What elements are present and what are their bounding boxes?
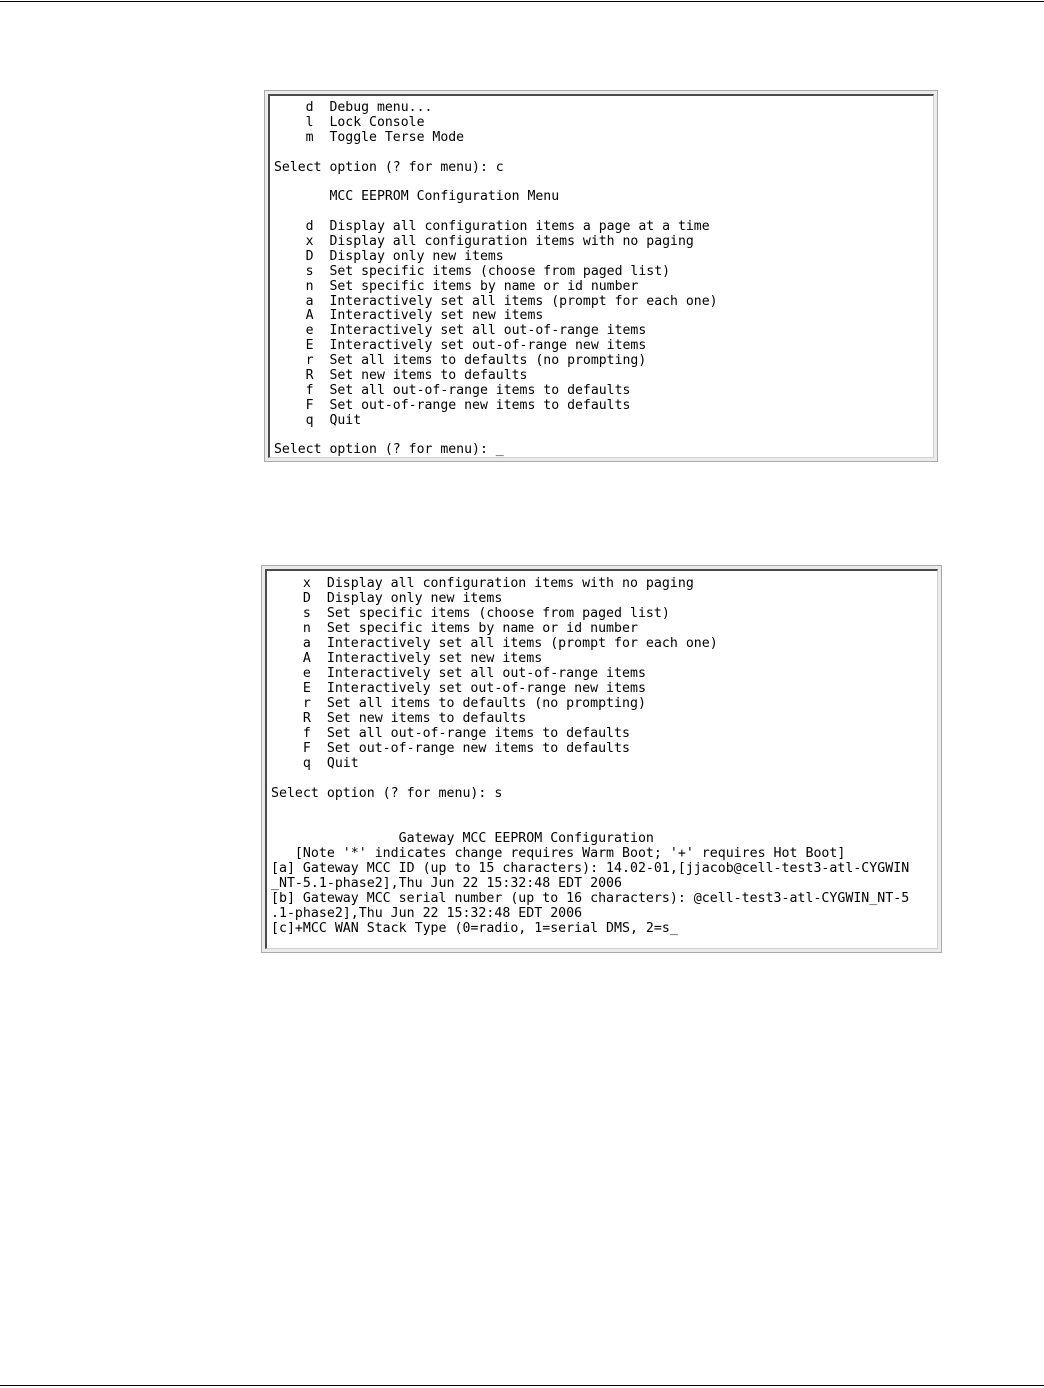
console-line: m Toggle Terse Mode: [274, 129, 465, 145]
page-bottom-rule: [0, 1385, 1044, 1386]
console-line: A Interactively set new items: [271, 651, 543, 666]
console-line: x Display all configuration items with no paging: [274, 234, 694, 250]
console-line: f Set all out-of-range items to defaults: [274, 382, 631, 398]
console-line: [274, 205, 933, 220]
console-line: e Interactively set all out-of-range items: [274, 323, 647, 339]
console-line: [271, 801, 937, 816]
console-line: l Lock Console: [274, 114, 425, 130]
console-line: [271, 771, 937, 786]
console-line: d Debug menu...: [274, 100, 433, 115]
console-line: q Quit: [271, 756, 359, 771]
console-line: n Set specific items by name or id number: [271, 621, 638, 636]
console-line: s Set specific items (choose from paged list): [271, 606, 670, 621]
console-line: Select option (? for menu): c: [274, 159, 504, 175]
console-line: a Interactively set all items (prompt for each one): [271, 636, 718, 651]
console-line: Select option (? for menu): s: [271, 786, 503, 801]
console-line: E Interactively set out-of-range new items: [274, 338, 647, 354]
console-line: D Display only new items: [274, 248, 504, 264]
console-line: [b] Gateway MCC serial number (up to 16 characters): @cell-test3-atl-CYGWIN_NT-5: [271, 891, 910, 906]
console-prompt-line: [c]+MCC WAN Stack Type (0=radio, 1=serial DMS, 2=s_: [271, 921, 678, 936]
console-line: F Set out-of-range new items to defaults: [274, 397, 631, 413]
console-line: [271, 816, 937, 831]
console-line: q Quit: [274, 412, 362, 428]
console-line: .1-phase2],Thu Jun 22 15:32:48 EDT 2006: [271, 906, 583, 921]
console-line: e Interactively set all out-of-range items: [271, 666, 646, 681]
console-line: R Set new items to defaults: [271, 711, 527, 726]
console-line: D Display only new items: [271, 591, 503, 606]
console-screen: [268, 94, 934, 458]
console-line: x Display all configuration items with no paging: [271, 576, 694, 591]
console-screen: [265, 569, 938, 949]
console-line: R Set new items to defaults: [274, 368, 528, 384]
console-line: [274, 175, 933, 190]
console-line: E Interactively set out-of-range new items: [271, 681, 646, 696]
console-prompt-line: Select option (? for menu): _: [274, 442, 504, 458]
console-line: d Display all configuration items a page at a time: [274, 219, 710, 235]
terminal-screenshot-eeprom-menu: [264, 90, 938, 462]
console-line: s Set specific items (choose from paged list): [274, 263, 671, 279]
console-line: r Set all items to defaults (no prompting): [271, 696, 646, 711]
console-line: F Set out-of-range new items to defaults: [271, 741, 630, 756]
console-line: Gateway MCC EEPROM Configuration: [271, 831, 654, 846]
console-line: A Interactively set new items: [274, 308, 544, 324]
console-line: r Set all items to defaults (no prompting): [274, 353, 647, 369]
console-line: a Interactively set all items (prompt for each one): [274, 293, 718, 309]
console-line: [274, 429, 933, 444]
console-line: _NT-5.1-phase2],Thu Jun 22 15:32:48 EDT 2006: [271, 876, 622, 891]
terminal-screenshot-gateway-config: [261, 565, 942, 953]
page-top-rule: [0, 1, 1044, 2]
console-line: [Note '*' indicates change requires Warm Boot; '+' requires Hot Boot]: [271, 846, 846, 861]
console-line: f Set all out-of-range items to defaults: [271, 726, 630, 741]
console-line: n Set specific items by name or id number: [274, 278, 639, 294]
console-line: [274, 146, 933, 161]
console-line: [a] Gateway MCC ID (up to 15 characters): 14.02-01,[jjacob@cell-test3-atl-CYGWIN: [271, 861, 910, 876]
console-line: MCC EEPROM Configuration Menu: [274, 189, 560, 205]
